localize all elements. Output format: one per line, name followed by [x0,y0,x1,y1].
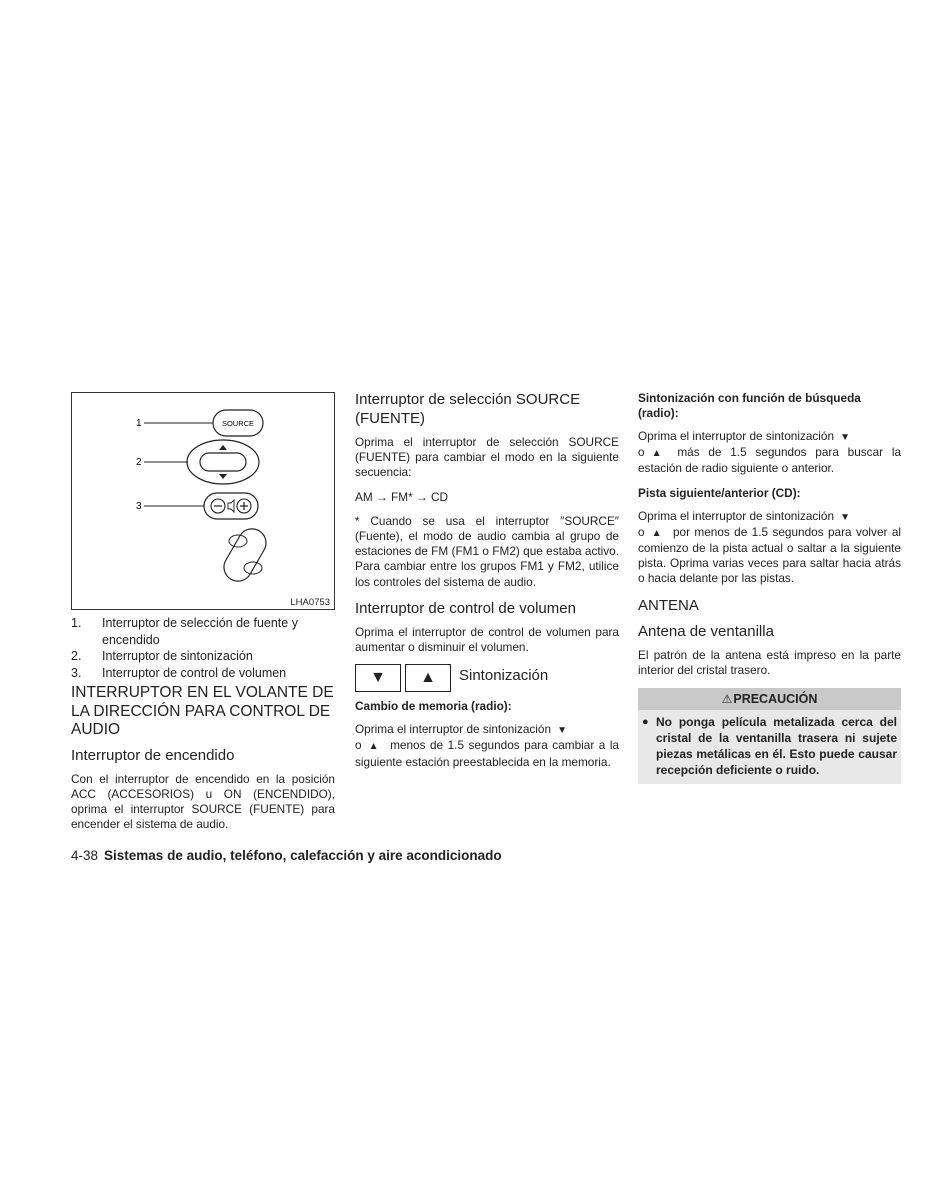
lower-switch-top-button [229,535,247,547]
volume-switch-heading: Interruptor de control de volumen [355,599,576,617]
figure-code: LHA0753 [290,597,330,608]
caution-box [638,688,901,784]
caution-text: No ponga película metalizada cerca del cristal de la ventanilla trasera ni sujete piezas metálicas en él. Esto puede causar recepción deficiente o ruido. [656,715,897,778]
up-arrow-icon: ▲ [651,527,662,539]
up-arrow-icon: ▲ [651,448,662,460]
volume-switch-shape [204,493,258,519]
track-heading: Pista siguiente/anterior (CD): [638,485,801,500]
tuning-heading [355,664,619,692]
tuning-title: Sintonización [459,666,549,684]
speaker-icon [228,500,234,512]
tuning-down-arrow-icon [219,474,227,479]
window-antenna-text: El patrón de la antena está impreso en la parte interior del cristal trasero. [638,647,901,677]
tuning-down-key [355,664,401,692]
volume-switch-text: Oprima el interruptor de control de volumen para aumentar o disminuir el volumen. [355,624,619,655]
page-number: 4-38 [71,848,99,863]
source-switch-text: Oprima el interruptor de selección SOURCE (FUENTE) para cambiar el modo en la siguiente secuencia: [355,435,619,480]
steering-switch-figure [71,392,335,610]
track-text: Oprima el interruptor de sintonización ▼ o ▲ por menos de 1.5 segundos para volver al comienzo de la pista actual o saltar a la siguiente pista. Oprima varias veces para saltar hacia atrás o hacia delante por las pistas. [638,508,901,586]
warning-icon: ⚠ [721,692,733,707]
page-footer [71,848,502,863]
left-column [71,392,335,841]
tuning-switch-rocker [200,453,246,471]
down-arrow-icon: ▼ [840,511,850,523]
seek-tuning-text: Oprima el interruptor de sintonización ▼ o ▲ más de 1.5 segundos para buscar la estación de radio siguiente o anterior. [638,429,902,476]
lower-switch-pill [219,524,271,586]
window-antenna-heading: Antena de ventanilla [638,622,774,640]
caution-title: PRECAUCIÓN [733,692,818,707]
caption-item: 2. Interruptor de sintonización [71,649,253,663]
source-button-label: SOURCE [221,419,255,428]
down-arrow-icon: ▼ [370,669,386,687]
down-arrow-icon: ▼ [840,432,850,443]
up-arrow-icon: ▲ [368,741,379,753]
callout-2: 2 [136,457,142,468]
up-arrow-icon: ▲ [420,669,436,687]
middle-column [355,392,619,779]
fm-note: * Cuando se usa el interruptor ″SOURCE″ (Fuente), el modo de audio cambia al grupo de estaciones de FM (FM1 o FM2) que estaba activo. Para cambiar entre los grupos FM1 y FM2, utilice los controles del sistema de audio. [355,513,619,589]
memory-change-heading: Cambio de memoria (radio): [355,699,512,714]
seek-tuning-heading: Sintonización con función de búsqueda (radio): [638,391,861,420]
memory-change-text: Oprima el interruptor de sintonización ▼ o ▲ menos de 1.5 segundos para cambiar a la siguiente estación preestablecida en la memoria. [355,722,619,769]
chapter-title: Sistemas de audio, teléfono, calefacción y aire acondicionado [104,848,502,863]
caution-header [638,688,901,710]
mode-sequence: AM → FM* → CD [355,489,449,504]
steering-switch-illustration [72,393,334,609]
callout-1: 1 [136,418,142,429]
right-column [638,392,901,784]
caption-item: 3. Interruptor de control de volumen [71,665,287,680]
antenna-heading: ANTENA [638,596,699,614]
tuning-up-arrow-icon [219,445,227,450]
power-switch-heading: Interruptor de encendido [71,746,235,764]
power-switch-text: Con el interruptor de encendido en la posición ACC (ACCESORIOS) u ON (ENCENDIDO), oprima el interruptor SOURCE (FUENTE) para encender el sistema de audio. [71,771,335,832]
source-switch-heading: Interruptor de selección SOURCE (FUENTE) [355,391,581,427]
section-title: INTERRUPTOR EN EL VOLANTE DE LA DIRECCIÓN PARA CONTROL DE AUDIO [71,684,334,738]
caption-item: 1. Interruptor de selección de fuente y encendido [71,616,298,647]
figure-caption-list [71,615,335,681]
tuning-up-key [405,664,451,692]
callout-3: 3 [136,501,142,512]
caution-item [638,710,901,784]
bullet-icon: ● [642,716,649,729]
down-arrow-icon: ▼ [557,725,567,737]
